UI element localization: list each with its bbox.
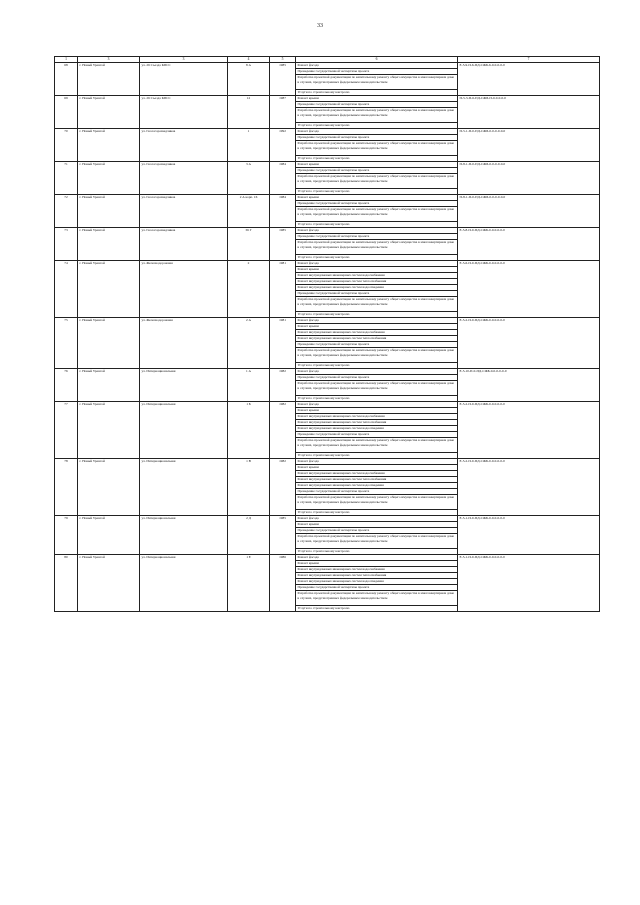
work-type-cell: Услуги по строительному контролю (296, 222, 458, 228)
house-code-cell: П-8-1-П-0-ПД-СЖБ-0-0-0-0-0-0 (458, 162, 600, 195)
work-type-cell: Разработка проектной документации по капитальному ремонту общего имущества в многоквартирном доме в случаях, предусмотренных федеральным законодательством (296, 75, 458, 90)
house-code-cell: Е-5-10-П-0-ПД-СЖБ-0-0-0-0-0-0 (458, 369, 600, 402)
year-built-cell: 1992 (270, 129, 296, 162)
house-code-cell: П-5-3-П-6-ПД-СЖБ-П-0-0-0-0-0 (458, 96, 600, 129)
work-type-cell: Разработка проектной документации по капитальному ремонту общего имущества в многоквартирном доме в случаях, предусмотренных федеральным законодательством (296, 240, 458, 255)
work-type-cell: Ремонт внутридомовых инженерных систем теплоснабжения (296, 279, 458, 285)
work-type-cell: Проведение государственной экспертизы проекта (296, 102, 458, 108)
row-number: 69 (55, 96, 78, 129)
work-type-cell: Услуги по строительному контролю (296, 606, 458, 612)
work-type-cell: Ремонт внутридомовых инженерных систем водоотведения (296, 579, 458, 585)
work-type-cell: Проведение государственной экспертизы проекта (296, 432, 458, 438)
table-body (55, 63, 600, 612)
work-type-cell: Проведение государственной экспертизы проекта (296, 342, 458, 348)
year-built-cell: 1981 (270, 318, 296, 369)
column-header: 3 (140, 57, 228, 63)
work-type-cell: Ремонт крыши (296, 195, 458, 201)
work-type-cell: Разработка проектной документации по капитальному ремонту общего имущества в многоквартирном доме в случаях, предусмотренных федеральным законодательством (296, 108, 458, 123)
house-number-cell: 36 Г (228, 228, 270, 261)
city-cell: г. Новый Уренгой (78, 318, 140, 369)
house-number-cell: 2 А (228, 318, 270, 369)
work-type-cell: Ремонт внутридомовых инженерных систем теплоснабжения (296, 573, 458, 579)
column-header: 3 (78, 57, 140, 63)
work-type-cell: Проведение государственной экспертизы проекта (296, 528, 458, 534)
house-code-cell: Е-5-2-П-0-ПД-СЖБ-0-0-0-0-0-0 (458, 402, 600, 459)
row-number: 72 (55, 195, 78, 228)
work-type-cell: Ремонт фасада (296, 129, 458, 135)
street-cell: ул. Интернациональная (140, 516, 228, 555)
house-number-cell: 1 В (228, 459, 270, 516)
year-built-cell: 1984 (270, 195, 296, 228)
work-type-cell: Ремонт фасада (296, 318, 458, 324)
house-number-cell: 1 Б (228, 402, 270, 459)
street-cell: ул. 26 Съезда КПСС (140, 96, 228, 129)
house-number-cell: 1 А (228, 369, 270, 402)
house-code-cell: П-5-1-П-0-ПД-СЖБ-0-0-0-0-0-0 (458, 129, 600, 162)
city-cell: г. Новый Уренгой (78, 459, 140, 516)
house-number-cell: 2 (228, 261, 270, 318)
work-type-cell: Ремонт внутридомовых инженерных систем водоотведения (296, 483, 458, 489)
work-type-cell: Проведение государственной экспертизы проекта (296, 69, 458, 75)
capital-repair-table (54, 56, 600, 612)
work-type-cell: Ремонт крыши (296, 522, 458, 528)
work-type-cell: Ремонт внутридомовых инженерных систем теплоснабжения (296, 336, 458, 342)
street-cell: ул. 26 Съезда КПСС (140, 63, 228, 96)
street-cell: ул. Геологоразведчиков (140, 195, 228, 228)
work-type-cell: Ремонт фасада (296, 228, 458, 234)
work-type-cell: Услуги по строительному контролю (296, 123, 458, 129)
work-type-cell: Разработка проектной документации по капитальному ремонту общего имущества в многоквартирном доме в случаях, предусмотренных федеральным законодательством (296, 438, 458, 453)
row-number: 71 (55, 162, 78, 195)
work-type-cell: Ремонт внутридомовых инженерных систем водоснабжения (296, 273, 458, 279)
city-cell: г. Новый Уренгой (78, 195, 140, 228)
year-built-cell: 1982 (270, 402, 296, 459)
work-type-cell: Разработка проектной документации по капитальному ремонту общего имущества в многоквартирном доме в случаях, предусмотренных федеральным законодательством (296, 207, 458, 222)
year-built-cell: 1985 (270, 63, 296, 96)
work-type-cell: Проведение государственной экспертизы проекта (296, 201, 458, 207)
street-cell: ул. Геологоразведчиков (140, 228, 228, 261)
house-code-cell: П-8-1-П-0-ПД-СЖБ-0-0-0-0-0-0 (458, 195, 600, 228)
work-type-cell: Ремонт фасада (296, 459, 458, 465)
city-cell: г. Новый Уренгой (78, 555, 140, 612)
street-cell: ул. Геологоразведчиков (140, 162, 228, 195)
work-type-cell: Ремонт фасада (296, 402, 458, 408)
work-type-cell: Ремонт крыши (296, 561, 458, 567)
house-code-cell: Е-5-2-П-0-ПД-СЖБ-0-0-0-0-0-0 (458, 318, 600, 369)
city-cell: г. Новый Уренгой (78, 96, 140, 129)
row-number: 80 (55, 555, 78, 612)
work-type-cell: Ремонт фасада (296, 63, 458, 69)
house-code-cell: Е-5-9-П-6-ПД-СЖБ-6-0-0-0-0-0 (458, 63, 600, 96)
work-type-cell: Ремонт внутридомовых инженерных систем теплоснабжения (296, 420, 458, 426)
work-type-cell: Услуги по строительному контролю (296, 453, 458, 459)
work-type-cell: Проведение государственной экспертизы проекта (296, 375, 458, 381)
row-number: 78 (55, 459, 78, 516)
row-number: 73 (55, 228, 78, 261)
column-header: 5 (270, 57, 296, 63)
row-number: 76 (55, 369, 78, 402)
work-type-cell: Разработка проектной документации по капитальному ремонту общего имущества в многоквартирном доме в случаях, предусмотренных федеральным законодательством (296, 591, 458, 606)
work-type-cell: Услуги по строительному контролю (296, 312, 458, 318)
work-type-cell: Услуги по строительному контролю (296, 549, 458, 555)
row-number: 75 (55, 318, 78, 369)
work-type-cell: Разработка проектной документации по капитальному ремонту общего имущества в многоквартирном доме в случаях, предусмотренных федеральным законодательством (296, 174, 458, 189)
work-type-cell: Услуги по строительному контролю (296, 189, 458, 195)
work-type-cell: Проведение государственной экспертизы проекта (296, 168, 458, 174)
work-type-cell: Ремонт крыши (296, 267, 458, 273)
house-number-cell: 1 (228, 129, 270, 162)
work-type-cell: Ремонт крыши (296, 162, 458, 168)
year-built-cell: 1984 (270, 162, 296, 195)
street-cell: ул. Интернациональная (140, 459, 228, 516)
house-number-cell: 12 (228, 96, 270, 129)
year-built-cell: 1982 (270, 459, 296, 516)
work-type-cell: Проведение государственной экспертизы проекта (296, 135, 458, 141)
year-built-cell: 1985 (270, 228, 296, 261)
work-type-cell: Ремонт внутридомовых инженерных систем водоснабжения (296, 471, 458, 477)
city-cell: г. Новый Уренгой (78, 369, 140, 402)
row-number: 77 (55, 402, 78, 459)
row-number: 79 (55, 516, 78, 555)
year-built-cell: 1986 (270, 555, 296, 612)
column-header: 4 (228, 57, 270, 63)
street-cell: ул. Интернациональная (140, 369, 228, 402)
work-type-cell: Проведение государственной экспертизы проекта (296, 291, 458, 297)
work-type-cell: Разработка проектной документации по капитальному ремонту общего имущества в многоквартирном доме в случаях, предусмотренных федеральным законодательством (296, 534, 458, 549)
work-type-cell: Услуги по строительному контролю (296, 363, 458, 369)
house-code-cell: Е-5-6-П-0-ПД-СЖБ-0-0-0-0-0-0 (458, 261, 600, 318)
city-cell: г. Новый Уренгой (78, 261, 140, 318)
work-type-cell: Разработка проектной документации по капитальному ремонту общего имущества в многоквартирном доме в случаях, предусмотренных федеральным законодательством (296, 495, 458, 510)
work-type-cell: Ремонт внутридомовых инженерных систем водоотведения (296, 426, 458, 432)
row-number: 74 (55, 261, 78, 318)
work-type-cell: Ремонт внутридомовых инженерных систем водоснабжения (296, 567, 458, 573)
city-cell: г. Новый Уренгой (78, 402, 140, 459)
street-cell: ул. Интернациональная (140, 402, 228, 459)
city-cell: г. Новый Уренгой (78, 129, 140, 162)
column-header: 6 (296, 57, 458, 63)
street-cell: ул. Интернациональная (140, 555, 228, 612)
street-cell: ул. Железнодорожная (140, 318, 228, 369)
house-code-cell: Е-5-1-П-0-ПД-СЖБ-0-0-0-0-0-0 (458, 516, 600, 555)
house-number-cell: 1 Е (228, 555, 270, 612)
work-type-cell: Ремонт крыши (296, 408, 458, 414)
work-type-cell: Ремонт внутридомовых инженерных систем водоснабжения (296, 414, 458, 420)
work-type-cell: Проведение государственной экспертизы проекта (296, 489, 458, 495)
row-number: 70 (55, 129, 78, 162)
year-built-cell: 1985 (270, 516, 296, 555)
work-type-cell: Ремонт фасада (296, 516, 458, 522)
work-type-cell: Ремонт крыши (296, 96, 458, 102)
house-code-cell: Е-5-2-П-0-ПД-СЖБ-0-0-0-0-0-0 (458, 459, 600, 516)
work-type-cell: Услуги по строительному контролю (296, 255, 458, 261)
work-type-cell: Ремонт внутридомовых инженерных систем водоснабжения (296, 330, 458, 336)
work-type-cell: Ремонт крыши (296, 324, 458, 330)
work-type-cell: Ремонт крыши (296, 465, 458, 471)
work-type-cell: Разработка проектной документации по капитальному ремонту общего имущества в многоквартирном доме в случаях, предусмотренных федеральным законодательством (296, 297, 458, 312)
work-type-cell: Разработка проектной документации по капитальному ремонту общего имущества в многоквартирном доме в случаях, предусмотренных федеральным законодательством (296, 141, 458, 156)
street-cell: ул. Геологоразведчиков (140, 129, 228, 162)
row-number: 68 (55, 63, 78, 96)
column-header: 1 (55, 57, 78, 63)
year-built-cell: 1982 (270, 369, 296, 402)
work-type-cell: Ремонт фасада (296, 261, 458, 267)
house-code-cell: Е-5-8-П-0-ПД-СЖБ-0-0-0-0-0-0 (458, 228, 600, 261)
work-type-cell: Услуги по строительному контролю (296, 396, 458, 402)
work-type-cell: Ремонт внутридомовых инженерных систем водоотведения (296, 285, 458, 291)
work-type-cell: Ремонт фасада (296, 555, 458, 561)
house-number-cell: 2 Д (228, 516, 270, 555)
city-cell: г. Новый Уренгой (78, 228, 140, 261)
work-type-cell: Разработка проектной документации по капитальному ремонту общего имущества в многоквартирном доме в случаях, предусмотренных федеральным законодательством (296, 348, 458, 363)
house-number-cell: 2 А корп. 16 (228, 195, 270, 228)
year-built-cell: 1987 (270, 96, 296, 129)
work-type-cell: Проведение государственной экспертизы проекта (296, 585, 458, 591)
city-cell: г. Новый Уренгой (78, 63, 140, 96)
city-cell: г. Новый Уренгой (78, 516, 140, 555)
page-number: 33 (317, 23, 323, 29)
house-code-cell: Е-5-1-П-0-ПД-СЖБ-0-0-0-0-0-0 (458, 555, 600, 612)
work-type-cell: Ремонт фасада (296, 369, 458, 375)
work-type-cell: Проведение государственной экспертизы проекта (296, 234, 458, 240)
work-type-cell: Услуги по строительному контролю (296, 90, 458, 96)
house-number-cell: 8 А (228, 63, 270, 96)
work-type-cell: Услуги по строительному контролю (296, 156, 458, 162)
house-number-cell: 3 А (228, 162, 270, 195)
city-cell: г. Новый Уренгой (78, 162, 140, 195)
work-type-cell: Услуги по строительному контролю (296, 510, 458, 516)
street-cell: ул. Железнодорожная (140, 261, 228, 318)
work-type-cell: Ремонт внутридомовых инженерных систем теплоснабжения (296, 477, 458, 483)
work-type-cell: Разработка проектной документации по капитальному ремонту общего имущества в многоквартирном доме в случаях, предусмотренных федеральным законодательством (296, 381, 458, 396)
year-built-cell: 1981 (270, 261, 296, 318)
column-header: 7 (458, 57, 600, 63)
